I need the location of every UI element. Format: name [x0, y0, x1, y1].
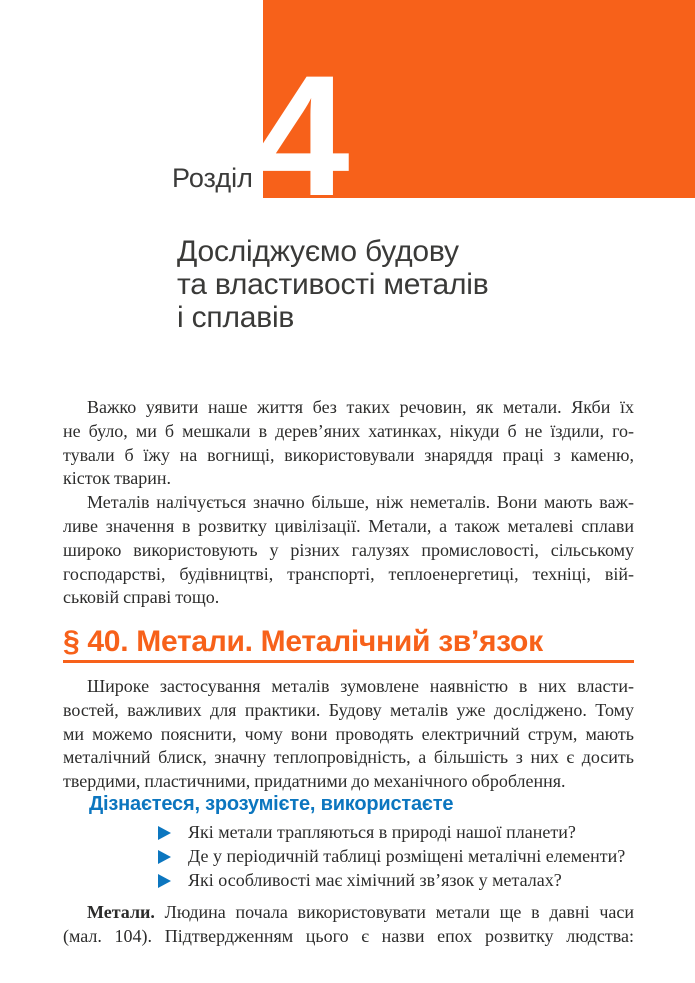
- intro-paragraph-2: [63, 491, 634, 610]
- question-text: Які метали трапляються в природі нашої планети?: [188, 822, 576, 842]
- paragraph-line: ськовій справі тощо.: [63, 587, 220, 608]
- intro-paragraph-1: [63, 396, 634, 491]
- paragraph-line: ми можемо пояснити, чому вони проводять електричний струм, мають: [63, 723, 634, 744]
- section-heading-rule: [63, 660, 634, 663]
- paragraph-line: ливе значення в розвитку цивілізації. Метали, а також металеві сплави: [63, 515, 634, 536]
- metals-paragraph-line-1: [63, 901, 634, 925]
- chapter-title-line: та властивості металів: [177, 268, 489, 301]
- triangle-bullet-icon: [158, 874, 171, 888]
- metals-paragraph-line-2: (мал. 104). Підтвердженням цього є назви епох розвитку людства:: [63, 925, 634, 946]
- chapter-number: 4: [254, 40, 350, 232]
- chapter-label: Розділ: [172, 163, 253, 193]
- triangle-bullet-icon: [158, 826, 171, 840]
- chapter-title: [177, 235, 489, 334]
- paragraph-line: Металів налічується значно більше, ніж неметалів. Вони мають важ-: [87, 492, 634, 513]
- triangle-bullet-icon: [158, 850, 171, 864]
- question-item: [158, 845, 648, 869]
- paragraph-line: металічний блиск, значну теплопровідність, а більшість з них є досить: [63, 747, 634, 768]
- metals-line1-rest: Людина почала використовувати метали ще в давні часи: [154, 902, 634, 922]
- metals-lead-bold: Метали.: [87, 902, 155, 922]
- chapter-title-line: і сплавів: [177, 301, 295, 334]
- paragraph-line: не було, ми б мешкали в дерев’яних хатинках, нікуди б не їздили, го-: [63, 420, 634, 441]
- question-list: [158, 821, 648, 892]
- paragraph-line: Широке застосування металів зумовлене наявністю в них власти-: [87, 676, 634, 696]
- paragraph-line: твердими, пластичними, придатними до механічного оброблення.: [63, 771, 566, 792]
- metals-paragraph: [63, 901, 634, 949]
- paragraph-line: востей, важливих для практики. Будову металів уже досліджено. Тому: [63, 699, 634, 720]
- paragraph-line: господарстві, будівництві, транспорті, теплоенергетиці, техніці, вій-: [63, 563, 634, 584]
- objectives-heading: Дізнаєтеся, зрозумієте, використаєте: [89, 793, 454, 815]
- question-text: Де у періодичній таблиці розміщені металічні елементи?: [188, 845, 626, 866]
- question-item: [158, 869, 648, 893]
- paragraph-line: Важко уявити наше життя без таких речовин, як метали. Якби їх: [87, 397, 634, 417]
- section-intro-paragraph: [63, 675, 634, 794]
- paragraph-line: широко використовують у різних галузях промисловості, сільському: [63, 539, 634, 560]
- chapter-title-line: Досліджуємо будову: [177, 235, 459, 268]
- question-text: Які особливості має хімічний зв’язок у металах?: [188, 869, 562, 890]
- paragraph-line: тували б їжу на вогнищі, використовували знаряддя праці з каменю,: [63, 444, 634, 465]
- paragraph-line: кісток тварин.: [63, 468, 171, 489]
- question-item: [158, 821, 648, 845]
- intro-paragraphs: [63, 396, 634, 610]
- section-heading: § 40. Метали. Металічний зв’язок: [63, 625, 543, 658]
